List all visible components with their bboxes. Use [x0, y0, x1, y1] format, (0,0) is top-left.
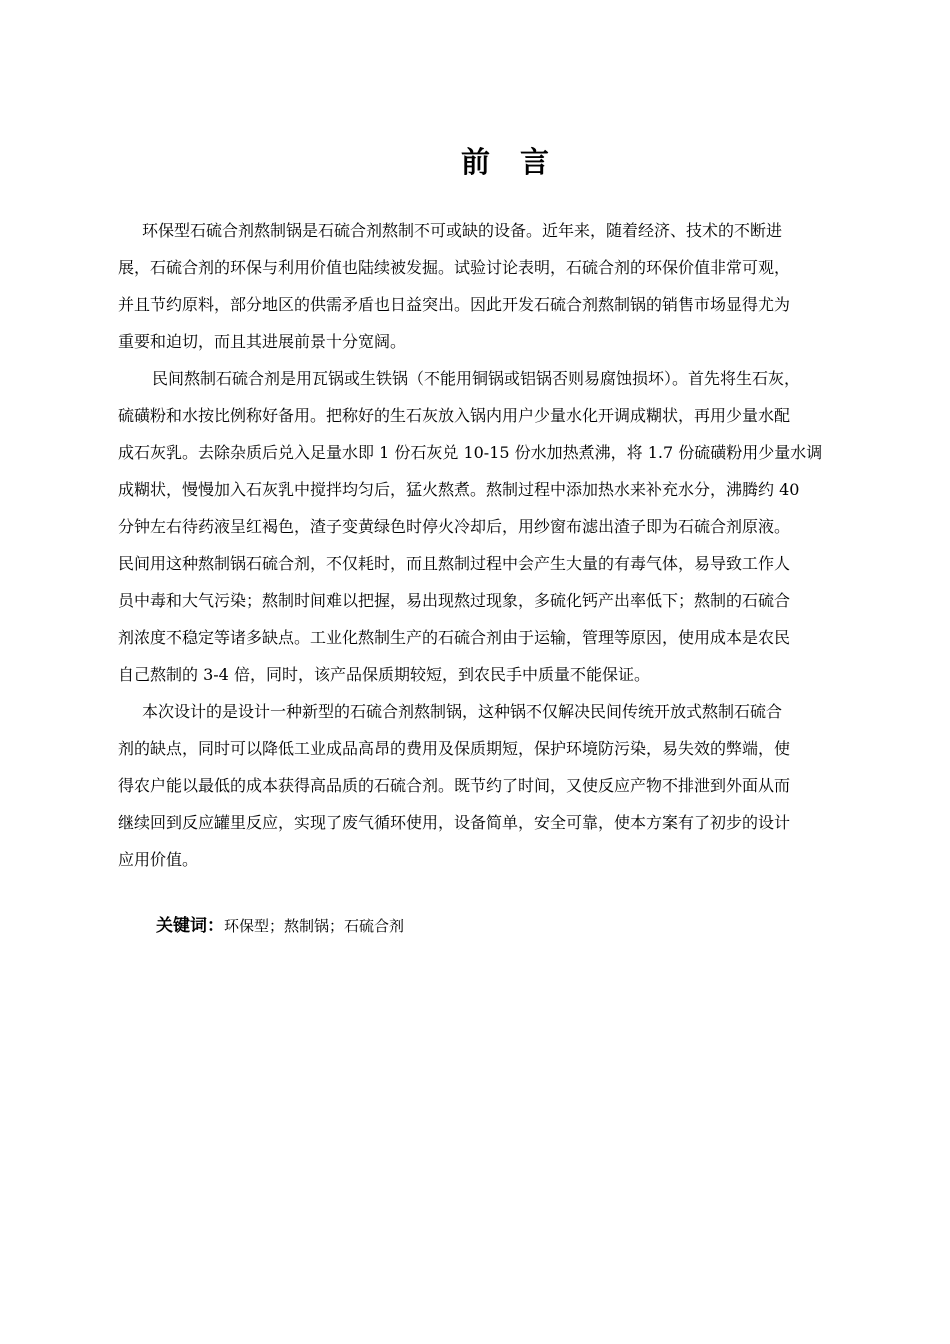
paragraph-line: 得农户能以最低的成本获得高品质的石硫合剂。既节约了时间，又使反应产物不排泄到外面从而: [118, 776, 791, 795]
paragraph-line: 自己熬制的 3-4 倍，同时，该产品保质期较短，到农民手中质量不能保证。: [118, 665, 650, 684]
keywords: [156, 915, 404, 937]
keywords-label: 关键词：: [156, 916, 224, 936]
paragraph-line: 员中毒和大气污染；熬制时间难以把握，易出现熬过现象，多硫化钙产出率低下；熬制的石硫合: [118, 591, 791, 610]
paragraph-line: 并且节约原料，部分地区的供需矛盾也日益突出。因此开发石硫合剂熬制锅的销售市场显得尤为: [118, 295, 791, 314]
paragraph-line: 展，石硫合剂的环保与利用价值也陆续被发掘。试验讨论表明，石硫合剂的环保价值非常可观，: [118, 258, 791, 277]
paragraph-line: 重要和迫切，而且其进展前景十分宽阔。: [118, 332, 407, 351]
paragraph-line: 应用价值。: [118, 850, 199, 869]
paragraph-line: 硫磺粉和水按比例称好备用。把称好的生石灰放入锅内用户少量水化开调成糊状，再用少量水配: [118, 406, 791, 425]
paragraph-line: 分钟左右待药液呈红褐色，渣子变黄绿色时停火冷却后，用纱窗布滤出渣子即为石硫合剂原液。: [118, 517, 791, 536]
paragraph-line: 继续回到反应罐里反应，实现了废气循环使用，设备简单，安全可靠，使本方案有了初步的设计: [118, 813, 791, 832]
page-title: 前 言: [460, 145, 560, 179]
paragraph-line: 成石灰乳。去除杂质后兑入足量水即 1 份石灰兑 10-15 份水加热煮沸，将 1.7 份硫磺粉用少量水调: [118, 443, 823, 462]
paragraph-line: 本次设计的是设计一种新型的石硫合剂熬制锅，这种锅不仅解决民间传统开放式熬制石硫合: [142, 702, 783, 721]
paragraph-line: 民间用这种熬制锅石硫合剂，不仅耗时，而且熬制过程中会产生大量的有毒气体，易导致工作人: [118, 554, 791, 573]
paragraph-line: 剂的缺点，同时可以降低工业成品高昂的费用及保质期短，保护环境防污染，易失效的弊端，使: [118, 739, 791, 758]
paragraph-line: 民间熬制石硫合剂是用瓦锅或生铁锅（不能用铜锅或铝锅否则易腐蚀损坏）。首先将生石灰，: [152, 369, 801, 388]
paragraph-line: 环保型石硫合剂熬制锅是石硫合剂熬制不可或缺的设备。近年来，随着经济、技术的不断进: [142, 221, 783, 240]
paragraph-line: 剂浓度不稳定等诸多缺点。工业化熬制生产的石硫合剂由于运输，管理等原因，使用成本是农民: [118, 628, 791, 647]
paragraph-line: 成糊状，慢慢加入石灰乳中搅拌均匀后，猛火熬煮。熬制过程中添加热水来补充水分，沸腾约 40: [118, 480, 800, 499]
keywords-value: 环保型；熬制锅；石硫合剂: [224, 917, 405, 935]
